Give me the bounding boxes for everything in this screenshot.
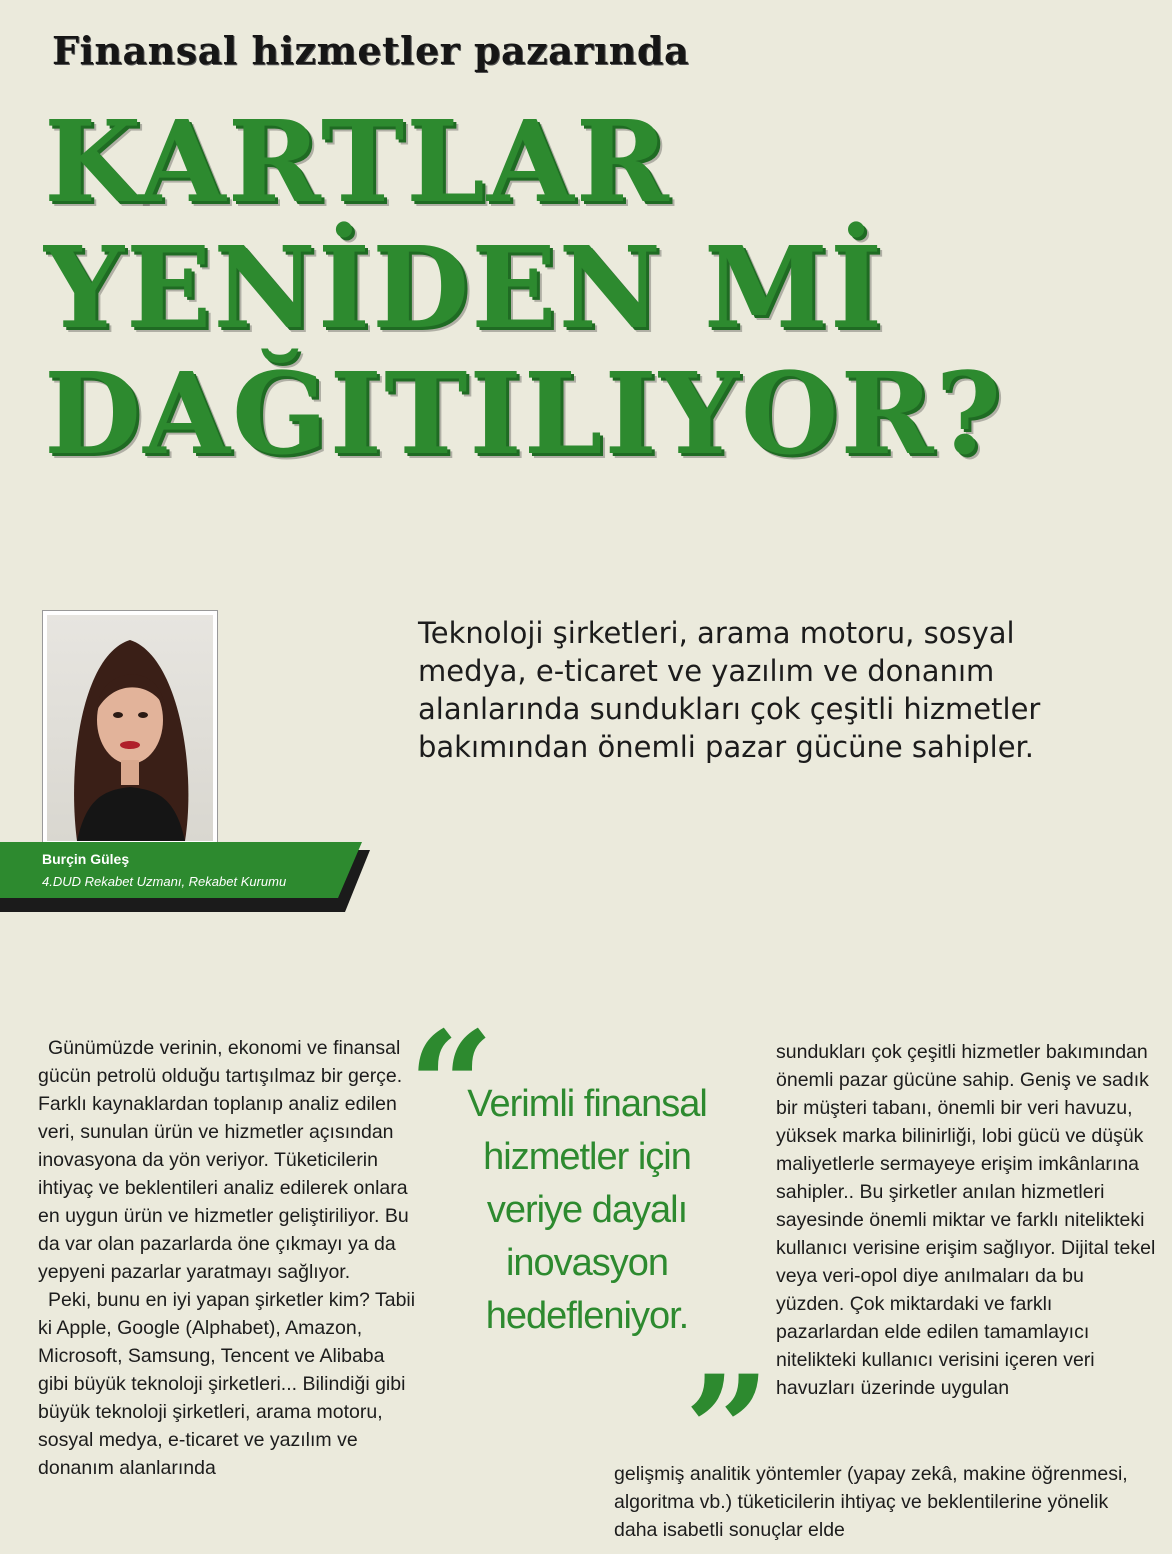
- body-paragraph-3: sundukları çok çeşitli hizmetler bakımından önemli pazar gücüne sahip. Geniş ve sadık bir müşteri tabanı, önemli bir veri havuzu, yüksek marka bilinirliği, lobi gücü ve düşük maliyetlerle sermayeye erişim imkânlarına sahipler.. Bu şirketler anılan hizmetleri sayesinde önemli miktar ve farklı nitelikteki kullanıcı verisine erişim sağlıyor. Dijital tekel veya veri-opol diye anılmaları da bu yüzden. Çok miktardaki ve farklı pazarlardan elde edilen tamamlayıcı nitelikteki kullanıcı verisini içeren veri havuzları üzerinde uygulan: [776, 1041, 1156, 1399]
- headline-line-3: DAĞITILIYOR?: [44, 349, 1004, 480]
- headline: [44, 97, 1004, 480]
- portrait-illustration: [47, 615, 213, 841]
- body-column-left: [38, 1034, 418, 1482]
- author-name: Burçin Güleş: [42, 851, 130, 867]
- body-paragraph-2: Peki, bunu en iyi yapan şirketler kim? Tabii ki Apple, Google (Alphabet), Amazon, Microsoft, Samsung, Tencent ve Alibaba gibi büyük teknoloji şirketleri... Bilindiği gibi büyük teknoloji şirketleri, arama motoru, sosyal medya, e-ticaret ve yazılım ve donanım alanlarında: [38, 1289, 416, 1479]
- author-role: 4.DUD Rekabet Uzmanı, Rekabet Kurumu: [42, 874, 287, 889]
- open-quote-icon: “: [408, 999, 495, 1175]
- headline-line-2: YENİDEN Mİ: [44, 223, 885, 354]
- body-paragraph-1: Günümüzde verinin, ekonomi ve finansal gücün petrolü olduğu tartışılmaz bir gerçe. Farklı kaynaklardan toplanıp analiz edilen veri, sunulan ürün ve hizmetler açısından inovasyona da yön veriyor. Tüketicilerin ihtiyaç ve beklentileri analiz edilerek onlara en uygun ürün ve hizmetler geliştiriliyor. Bu da var olan pazarlarda öne çıkmayı ya da yepyeni pazarlar yaratmayı sağlıyor.: [38, 1037, 409, 1283]
- kicker-title: Finansal hizmetler pazarında: [52, 28, 690, 73]
- body-column-right: [776, 1038, 1156, 1402]
- pull-quote: Verimli finansal hizmetler için veriye dayalı inovasyon hedefleniyor.: [467, 1083, 707, 1337]
- lead-paragraph: Teknoloji şirketleri, arama motoru, sosyal medya, e-ticaret ve yazılım ve donanım alanlarında sundukları çok çeşitli hizmetler bakımından önemli pazar gücüne sahipler.: [418, 616, 1041, 764]
- headline-line-1: KARTLAR: [44, 97, 671, 228]
- close-quote-icon: ”: [684, 1343, 771, 1519]
- body-paragraph-4: gelişmiş analitik yöntemler (yapay zekâ, makine öğrenmesi, algoritma vb.) tüketicilerin ihtiyaç ve beklentilerine yönelik daha isabetli sonuçlar elde: [614, 1463, 1128, 1541]
- author-photo: [42, 610, 218, 846]
